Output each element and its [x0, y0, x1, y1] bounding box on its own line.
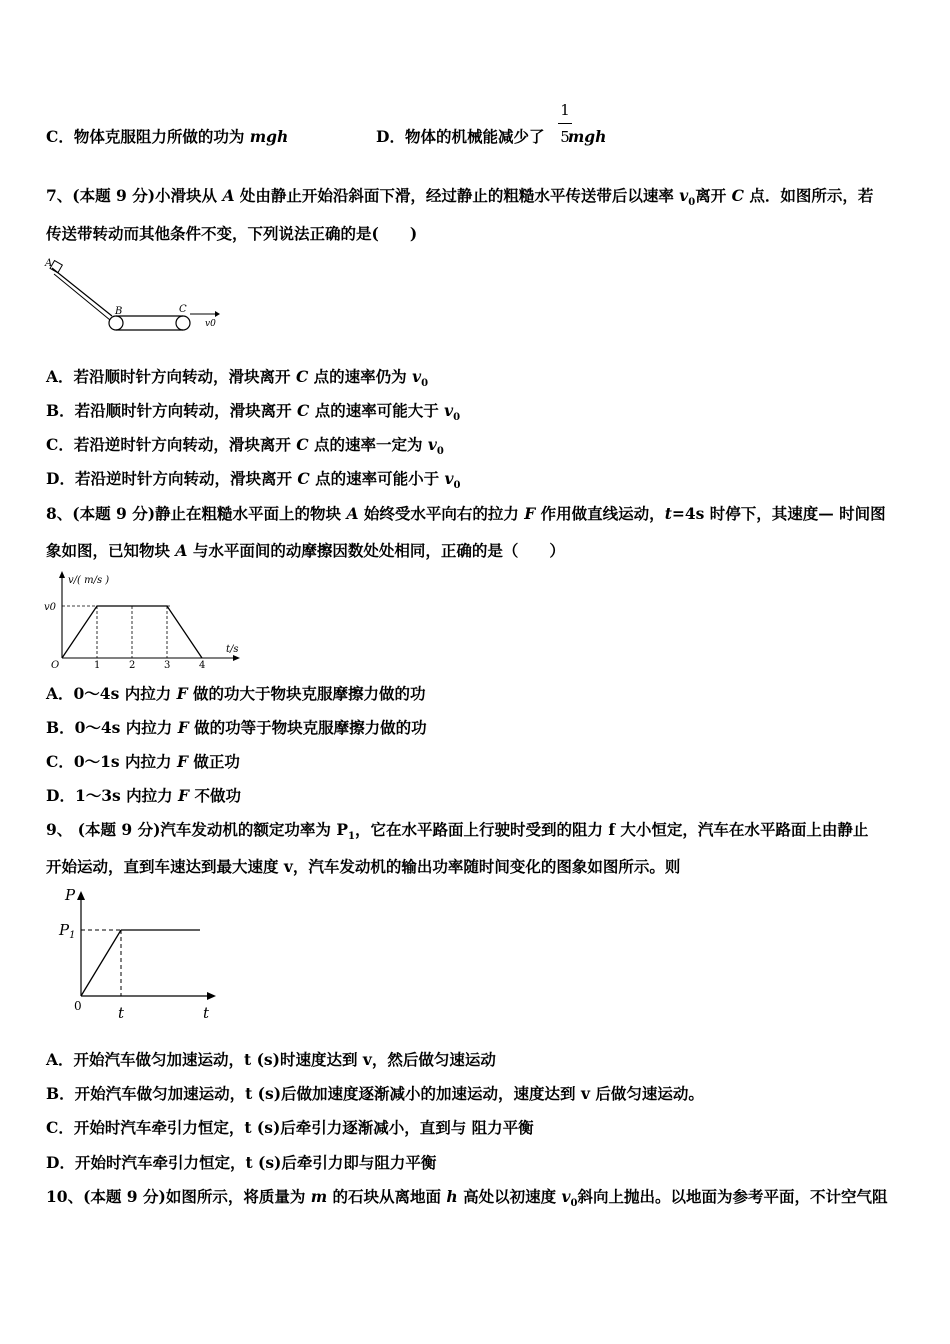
- q8-stem-line2: 象如图，已知物块 A 与水平面间的动摩擦因数处处相同，正确的是（ ）: [46, 541, 565, 560]
- q9-xlabel: t: [203, 1004, 210, 1022]
- q7-label-b: B: [115, 306, 123, 317]
- q6-option-c: C．物体克服阻力所做的功为 mgh: [46, 127, 289, 146]
- q9-p1-label: $P_1$: [59, 921, 76, 941]
- q8-xlabel: t/s: [226, 644, 239, 655]
- q8-stem-line1: 8、(本题 9 分)静止在粗糙水平面上的物块 A 始终受水平向右的拉力 F 作用做直线运动，t=4s 时停下，其速度— 时间图: [46, 504, 886, 523]
- x-axis-arrow: [233, 655, 240, 661]
- q8-option-d: D．1～3s 内拉力 F 不做功: [46, 786, 241, 805]
- q7-option-c: C．若沿逆时针方向转动，滑块离开 C 点的速率一定为 $v_0$: [46, 435, 444, 458]
- q9-stem-line1: 9、 (本题 9 分)汽车发动机的额定功率为 $P_1$，它在水平路面上行驶时受到的阻力 f 大小恒定，汽车在水平路面上由静止: [46, 820, 869, 843]
- q8-origin: O: [51, 660, 60, 671]
- fraction-denominator: 5: [560, 128, 570, 146]
- fraction-bar: [558, 123, 572, 124]
- q9-option-b: B．开始汽车做匀加速运动，t (s)后做加速度逐渐减小的加速运动，速度达到 v 后做匀速运动。: [46, 1084, 704, 1103]
- tick-2: 2: [129, 660, 136, 671]
- tick-3: 3: [164, 660, 171, 671]
- q7-label-c: C: [179, 304, 187, 315]
- q9-option-a: A．开始汽车做匀加速运动，t (s)时速度达到 v，然后做匀速运动: [46, 1050, 496, 1069]
- q7-label-v0: v0: [205, 319, 216, 329]
- fraction-numerator: 1: [560, 101, 570, 119]
- q7-option-b: B．若沿顺时针方向转动，滑块离开 C 点的速率可能大于 $v_0$: [46, 401, 461, 424]
- q9-t-mark: t: [118, 1004, 125, 1022]
- q8-option-b: B．0～4s 内拉力 F 做的功等于物块克服摩擦力做的功: [46, 718, 427, 737]
- q7-option-d: D．若沿逆时针方向转动，滑块离开 C 点的速率可能小于 $v_0$: [46, 469, 461, 492]
- q8-vt-graph: [40, 568, 250, 672]
- power-ramp: [81, 930, 121, 996]
- right-pulley: [176, 316, 190, 330]
- q9-power-graph: [55, 884, 225, 1024]
- q9-ylabel: P: [65, 886, 76, 904]
- q8-option-a: A．0～4s 内拉力 F 做的功大于物块克服摩擦力做的功: [46, 684, 426, 703]
- q7-stem-line1: 7、(本题 9 分)小滑块从 A 处由静止开始沿斜面下滑，经过静止的粗糙水平传送带后以速率 $v_0$离开 C 点．如图所示，若: [46, 186, 874, 209]
- q9-option-d: D．开始时汽车牵引力恒定，t (s)后牵引力即与阻力平衡: [46, 1153, 437, 1172]
- q9-origin: 0: [74, 999, 82, 1013]
- q10-stem-line1: 10、(本题 9 分)如图所示，将质量为 m 的石块从离地面 h 高处以初速度 $v_0$斜向上抛出。以地面为参考平面，不计空气阻: [46, 1187, 888, 1210]
- incline-line: [52, 268, 112, 316]
- q7-option-a: A．若沿顺时针方向转动，滑块离开 C 点的速率仍为 $v_0$: [46, 367, 429, 390]
- y-axis-arrow: [59, 571, 65, 578]
- tick-1: 1: [94, 660, 101, 671]
- left-pulley: [109, 316, 123, 330]
- q8-v0-label: v0: [44, 602, 57, 613]
- q9-option-c: C．开始时汽车牵引力恒定，t (s)后牵引力逐渐减小，直到与 阻力平衡: [46, 1118, 534, 1137]
- tick-4: 4: [199, 660, 206, 671]
- q7-label-a: A: [45, 258, 53, 269]
- q6-option-d: D．物体的机械能减少了 mgh: [376, 127, 607, 146]
- q9-stem-line2: 开始运动，直到车速达到最大速度 v，汽车发动机的输出功率随时间变化的图象如图所示。则: [46, 857, 681, 876]
- velocity-arrow-head: [215, 311, 220, 317]
- q8-ylabel: v/( m/s ): [68, 575, 110, 586]
- q7-stem-line2: 传送带转动而其他条件不变，下列说法正确的是( ): [46, 224, 418, 243]
- incline-line-lower: [54, 274, 110, 320]
- q8-option-c: C．0～1s 内拉力 F 做正功: [46, 752, 240, 771]
- x-axis-arrow: [207, 992, 216, 1000]
- q7-conveyor-figure: [40, 254, 240, 338]
- y-axis-arrow: [77, 891, 85, 900]
